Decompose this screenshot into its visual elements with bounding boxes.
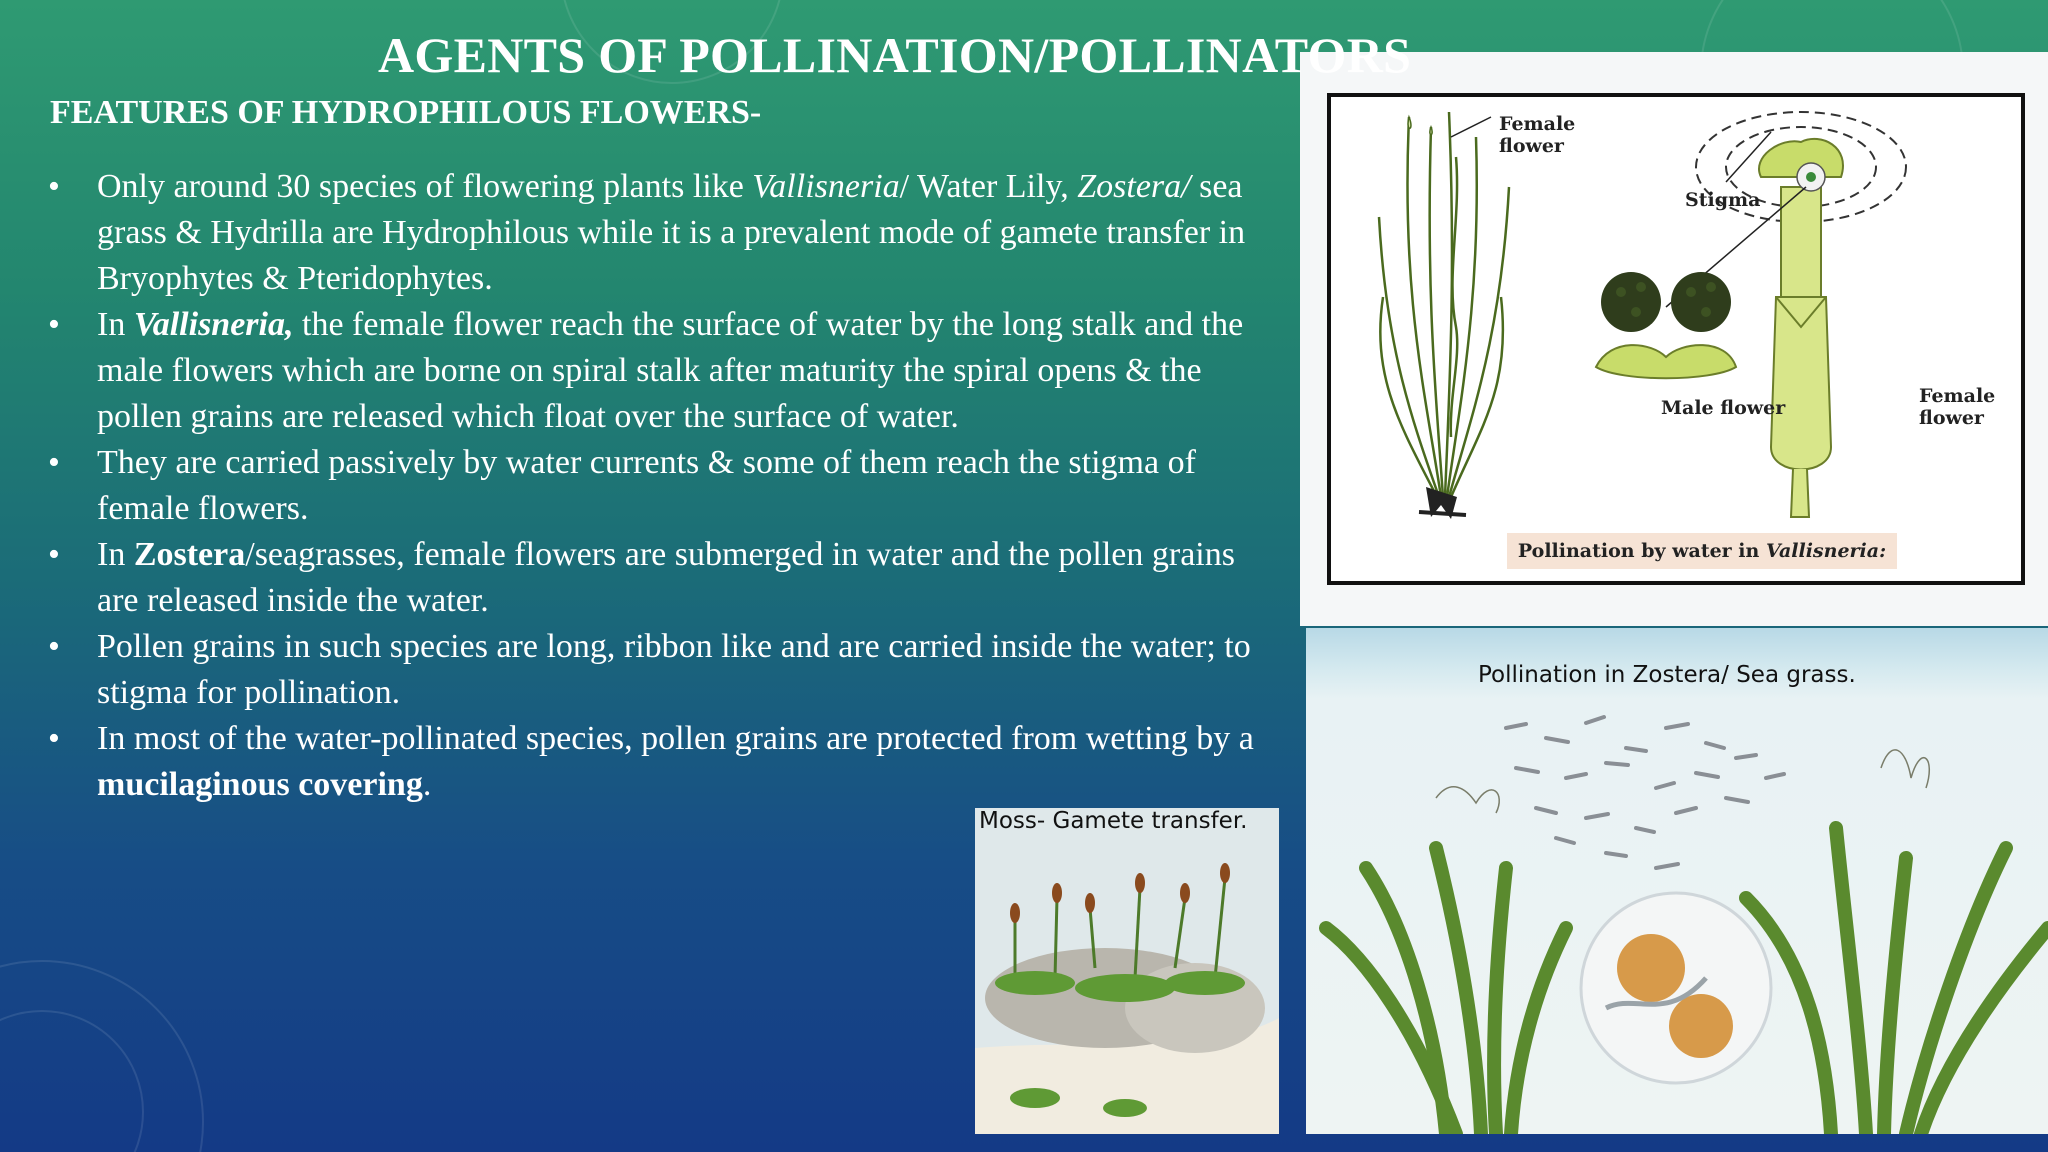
bullet-item bbox=[48, 624, 1278, 716]
bullet-text: They are carried passively by water currents & some of them reach the stigma of female flowers. bbox=[97, 444, 1196, 527]
caption-italic: Vallisneria: bbox=[1765, 540, 1887, 562]
bullet-item bbox=[48, 532, 1278, 624]
bullet-text: In bbox=[97, 536, 134, 573]
moss-caption: Moss- Gamete transfer. bbox=[979, 808, 1248, 834]
bullet-item bbox=[48, 716, 1278, 808]
vallisneria-illustration bbox=[1331, 97, 2021, 581]
bullet-text: Pollen grains in such species are long, ribbon like and are carried inside the water; to stigma for pollination. bbox=[97, 628, 1251, 711]
label-female-flower-right: Female flower bbox=[1919, 385, 1996, 429]
bullet-text: Vallisneria bbox=[752, 168, 900, 205]
label-stigma: Stigma bbox=[1685, 189, 1761, 211]
bullet-text: / Water Lily, bbox=[899, 168, 1078, 205]
slide-subtitle: FEATURES OF HYDROPHILOUS FLOWERS- bbox=[50, 94, 762, 131]
zostera-caption: Pollination in Zostera/ Sea grass. bbox=[1478, 662, 1856, 688]
moss-illustration bbox=[975, 808, 1279, 1134]
bullet-text: . bbox=[422, 766, 432, 803]
bullet-item bbox=[48, 440, 1278, 532]
zostera-figure bbox=[1306, 628, 2048, 1134]
caption-prefix: Pollination by water in bbox=[1517, 540, 1766, 562]
slide-title: AGENTS OF POLLINATION/POLLINATORS bbox=[378, 27, 1412, 83]
bullet-text: /seagrasses, female flowers are submerged in water and the pollen grains are released inside the water. bbox=[97, 536, 1235, 619]
bullet-list bbox=[48, 164, 1278, 808]
label-male-flower: Male flower bbox=[1661, 397, 1786, 419]
bullet-item bbox=[48, 302, 1278, 440]
bullet-item bbox=[48, 164, 1278, 302]
bullet-text: Zostera bbox=[133, 536, 246, 573]
vallisneria-caption bbox=[1507, 533, 1897, 569]
moss-figure bbox=[975, 808, 1279, 1134]
bullet-text: Only around 30 species of flowering plants like bbox=[97, 168, 753, 205]
bullet-text: the female flower reach the surface of water by the long stalk and the male flowers which are borne on spiral stalk after maturity the spiral opens & the pollen grains are released which float over the surface of water. bbox=[97, 306, 1244, 435]
bullet-text: In bbox=[97, 306, 134, 343]
bullet-text: Vallisneria, bbox=[133, 306, 294, 343]
bullet-text: Zostera/ bbox=[1077, 168, 1191, 205]
vallisneria-diagram-frame bbox=[1327, 93, 2025, 585]
bullet-text: sea grass & Hydrilla are Hydrophilous while it is a prevalent mode of gamete transfer in Bryophytes & Pteridophytes. bbox=[97, 168, 1246, 297]
bullet-text: In most of the water-pollinated species, pollen grains are protected from wetting by a bbox=[97, 720, 1254, 757]
label-female-flower-top: Female flower bbox=[1499, 113, 1576, 157]
zostera-illustration bbox=[1306, 628, 2048, 1134]
vallisneria-figure bbox=[1300, 52, 2048, 626]
bullet-text: mucilaginous covering bbox=[97, 766, 423, 803]
